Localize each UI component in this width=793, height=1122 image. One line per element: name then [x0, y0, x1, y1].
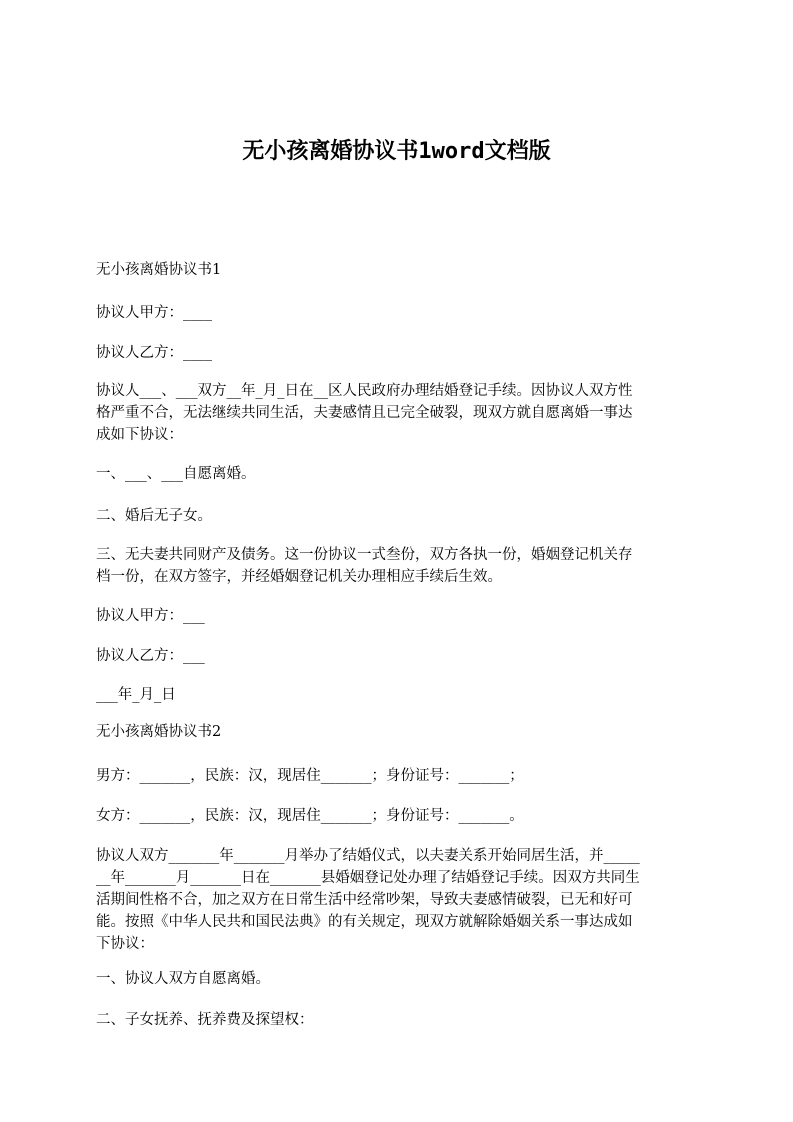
section-heading-2	[96, 721, 700, 743]
text-line: 一、协议人双方自愿离婚。	[96, 971, 270, 987]
text-line: 女方：_______，民族：汉，现居住_______；身份证号：_______。	[96, 808, 524, 824]
female-party-info	[96, 805, 700, 827]
text-line: 活期间性格不合，加之双方在日常生活中经常吵架，导致夫妻感情破裂，已无和好可	[96, 892, 633, 908]
text-line: 无小孩离婚协议书1	[96, 262, 222, 278]
text-line: __年_______月_______日在_______县婚姻登记处办理了结婚登记手续。因双方共同生	[96, 870, 640, 886]
text-line: 协议人甲方：____	[96, 305, 212, 321]
party-b-line	[96, 342, 700, 364]
signature-party-a	[96, 605, 700, 627]
clause-2	[96, 505, 700, 527]
agreement-clause-2	[96, 1009, 700, 1031]
text-line: 协议人___、___双方__年_月_日在__区人民政府办理结婚登记手续。因协议人双方性	[96, 383, 633, 399]
clause-3	[96, 544, 700, 588]
text-line: 成如下协议：	[96, 427, 183, 443]
text-line: 无小孩离婚协议书2	[96, 724, 222, 740]
text-line: 能。按照《中华人民共和国民法典》的有关规定，现双方就解除婚姻关系一事达成如	[96, 914, 633, 930]
text-line: 下协议：	[96, 936, 154, 952]
text-line: 一、___、___自愿离婚。	[96, 466, 256, 482]
text-line: 三、无夫妻共同财产及债务。这一份协议一式叁份，双方各执一份，婚姻登记机关存	[96, 547, 633, 563]
page-title: 无小孩离婚协议书1word文档版	[242, 139, 551, 164]
marriage-background-paragraph	[96, 845, 700, 955]
male-party-info	[96, 765, 700, 787]
text-line: 档一份，在双方签字，并经婚姻登记机关办理相应手续后生效。	[96, 569, 502, 585]
text-line: 协议人乙方：___	[96, 648, 205, 664]
text-line: ___年_月_日	[96, 687, 176, 703]
text-line: 男方：_______，民族：汉，现居住_______；身份证号：_______；	[96, 768, 524, 784]
text-line: 二、子女抚养、抚养费及探望权：	[96, 1012, 314, 1028]
clause-1	[96, 463, 700, 485]
signature-date	[96, 684, 700, 706]
intro-paragraph	[96, 380, 700, 446]
text-line: 格严重不合，无法继续共同生活，夫妻感情且已完全破裂，现双方就自愿离婚一事达	[96, 405, 633, 421]
section-heading-1	[96, 259, 700, 281]
text-line: 协议人双方_______年_______月举办了结婚仪式，以夫妻关系开始同居生活，并_____	[96, 848, 640, 864]
text-line: 二、婚后无子女。	[96, 508, 212, 524]
party-a-line	[96, 302, 700, 324]
text-line: 协议人甲方：___	[96, 608, 205, 624]
text-line: 协议人乙方：____	[96, 345, 212, 361]
signature-party-b	[96, 645, 700, 667]
agreement-clause-1	[96, 968, 700, 990]
